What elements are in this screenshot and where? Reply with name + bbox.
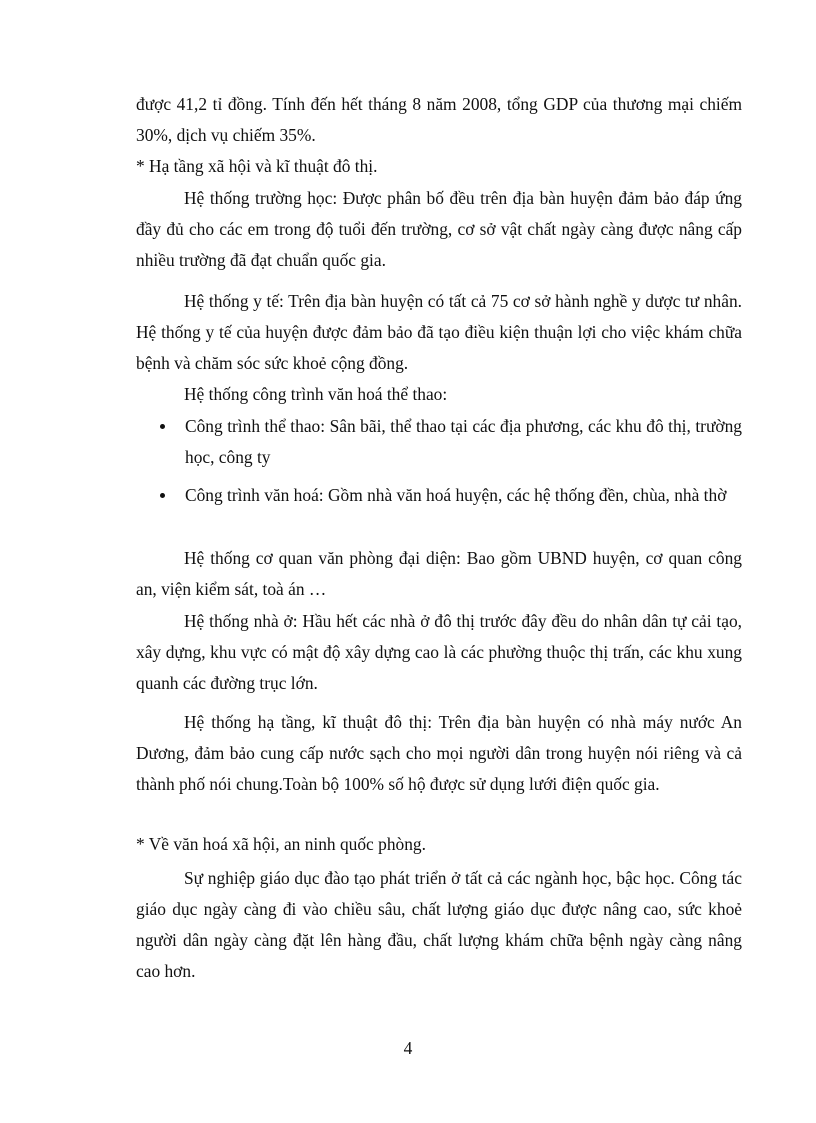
paragraph-education: Sự nghiệp giáo dục đào tạo phát triển ở tất cả các ngành học, bậc học. Công tác giáo dục ngày càng đi vào chiều sâu, chất lượng giáo dục được nâng cao, sức khoẻ người dân ngày càng đặt lên hàng đầu, chất lượng khám chữa bệnh ngày càng nâng cao hơn. [136,868,742,981]
paragraph-gdp: được 41,2 tỉ đồng. Tính đến hết tháng 8 năm 2008, tổng GDP của thương mại chiếm 30%, dịch vụ chiếm 35%. [136,94,742,145]
section-heading-infrastructure: * Hạ tầng xã hội và kĩ thuật đô thị. [136,156,378,176]
bullet-icon [160,424,165,429]
section-heading-culture-security: * Về văn hoá xã hội, an ninh quốc phòng. [136,834,426,854]
paragraph-health: Hệ thống y tế: Trên địa bàn huyện có tất cả 75 cơ sở hành nghề y dược tư nhân. Hệ thống y tế của huyện được đảm bảo đã tạo điều kiện thuận lợi cho việc khám chữa bệnh và chăm sóc sức khoẻ cộng đồng. [136,291,742,373]
bullet-text: Công trình thể thao: Sân bãi, thể thao tại các địa phương, các khu đô thị, trường học, công ty [185,416,742,467]
paragraph-offices: Hệ thống cơ quan văn phòng đại diện: Bao gồm UBND huyện, cơ quan công an, viện kiểm sát, toà án … [136,548,742,599]
paragraph-housing: Hệ thống nhà ở: Hầu hết các nhà ở đô thị trước đây đều do nhân dân tự cải tạo, xây dựng, khu vực có mật độ xây dựng cao là các phường thuộc thị trấn, các khu xung quanh các đường trục lớn. [136,611,742,693]
bullet-text: Công trình văn hoá: Gồm nhà văn hoá huyện, các hệ thống đền, chùa, nhà thờ [185,485,727,505]
bullet-icon [160,493,165,498]
page-number: 4 [403,1038,413,1058]
paragraph-schools: Hệ thống trường học: Được phân bố đều trên địa bàn huyện đảm bảo đáp ứng đầy đủ cho các em trong độ tuổi đến trường, cơ sở vật chất ngày càng được nâng cấp nhiều trường đã đạt chuẩn quốc gia. [136,188,742,270]
paragraph-culture-sports: Hệ thống công trình văn hoá thể thao: [184,384,448,404]
paragraph-urban-infrastructure: Hệ thống hạ tầng, kĩ thuật đô thị: Trên địa bàn huyện có nhà máy nước An Dương, đảm bảo cung cấp nước sạch cho mọi người dân trong huyện nói riêng và cả thành phố nói chung.Toàn bộ 100% số hộ được sử dụng lưới điện quốc gia. [136,712,742,794]
